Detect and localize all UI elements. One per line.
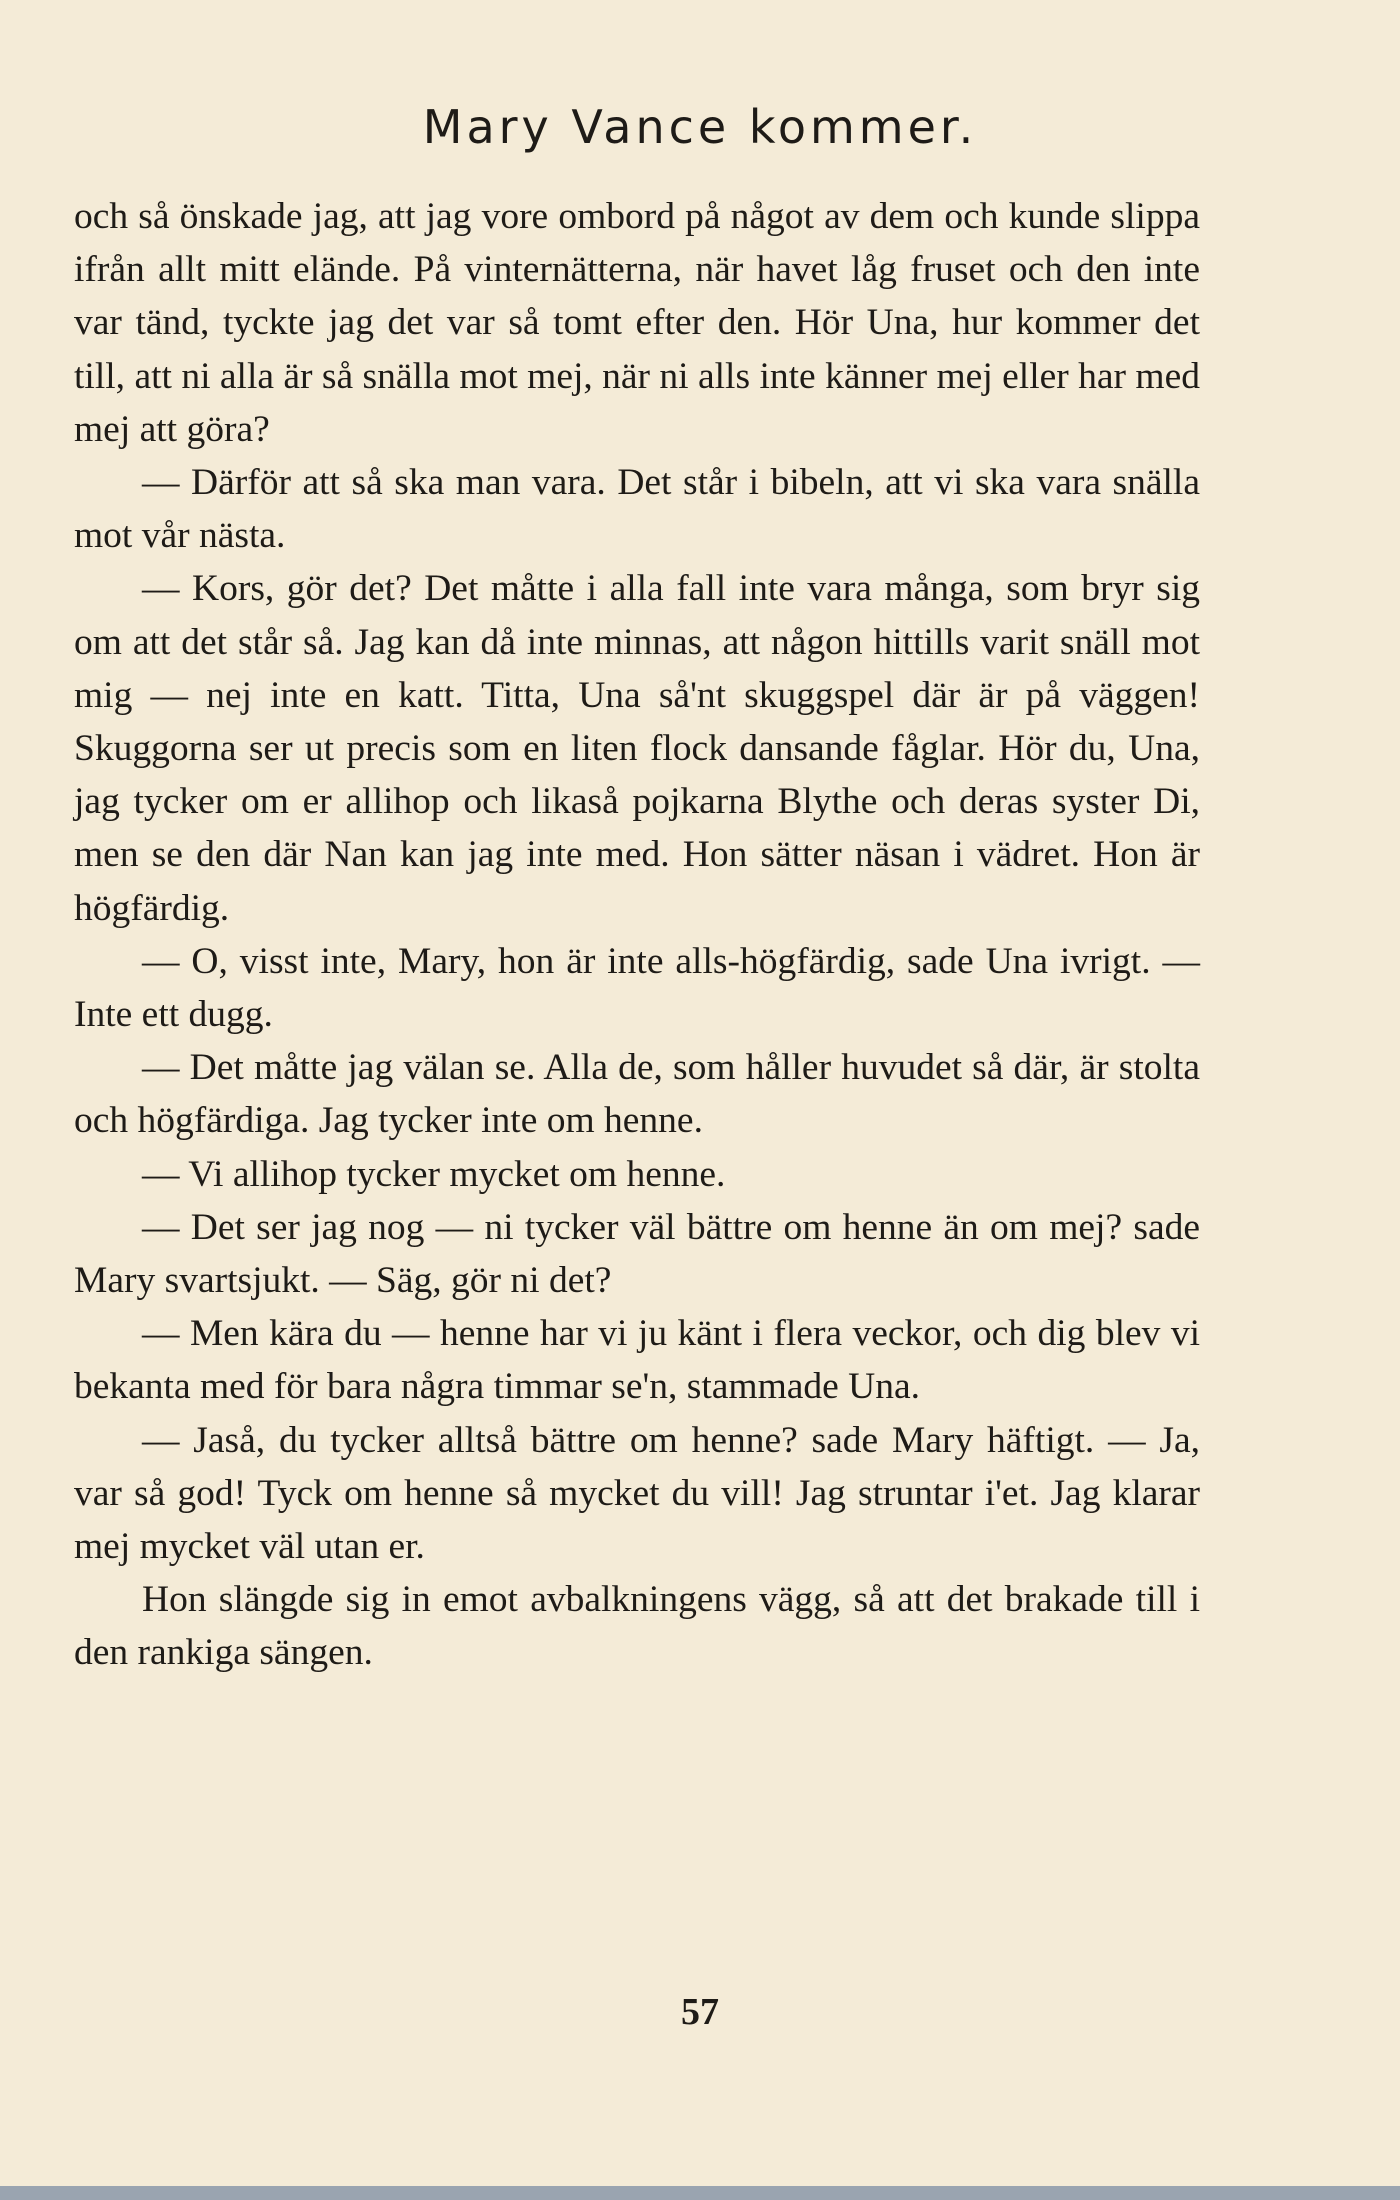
paragraph: — Därför att så ska man vara. Det står i bibeln, att vi ska vara snälla mot vår nästa. — [74, 462, 1200, 557]
paragraph: — Kors, gör det? Det måtte i alla fall inte vara många, som bryr sig om att det står så. Jag kan då inte minnas, att någon hittills varit snäll mot mig — nej inte en katt. Titta, Una så'nt skuggspel där är på väggen! Skuggorna ser ut precis som en liten flock dansande fåglar. Hör du, Una, jag tycker om er allihop och likaså pojkarna Blythe och deras syster Di, men se den där Nan kan jag inte med. Hon sätter näsan i vädret. Hon är högfärdig. — [74, 568, 1200, 929]
paragraph: — Det ser jag nog — ni tycker väl bättre om henne än om mej? sade Mary svartsjukt. — Säg, gör ni det? — [74, 1206, 1200, 1302]
paragraph: — Det måtte jag välan se. Alla de, som håller huvudet så där, är stolta och högfärdiga. Jag tycker inte om henne. — [74, 1047, 1200, 1142]
scan-edge — [0, 2186, 1400, 2200]
paragraph: och så önskade jag, att jag vore ombord på något av dem och kunde slippa ifrån allt mitt elände. På vinternätterna, när havet låg fruset och den inte var tänd, tyckte jag det var så tomt efter den. Hör Una, hur kommer det till, att ni alla är så snälla mot mej, när ni alls inte känner mej eller har med mej att göra? — [74, 196, 1200, 450]
body-text — [74, 190, 1200, 1680]
running-head: Mary Vance kommer. — [422, 100, 978, 154]
paragraph: — Jaså, du tycker alltså bättre om henne? sade Mary häftigt. — Ja, var så god! Tyck om henne så mycket du vill! Jag struntar i'et. Jag klarar mej mycket väl utan er. — [74, 1419, 1200, 1568]
paragraph: — O, visst inte, Mary, hon är inte alls-högfärdig, sade Una ivrigt. — Inte ett dugg. — [74, 940, 1200, 1036]
paragraph: — Men kära du — henne har vi ju känt i flera veckor, och dig blev vi bekanta med för bara några timmar se'n, stammade Una. — [74, 1313, 1200, 1408]
paragraph: Hon slängde sig in emot avbalkningens vägg, så att det brakade till i den rankiga sängen. — [74, 1579, 1200, 1674]
page-number: 57 — [681, 1991, 719, 2033]
paragraph: — Vi allihop tycker mycket om henne. — [142, 1153, 726, 1195]
